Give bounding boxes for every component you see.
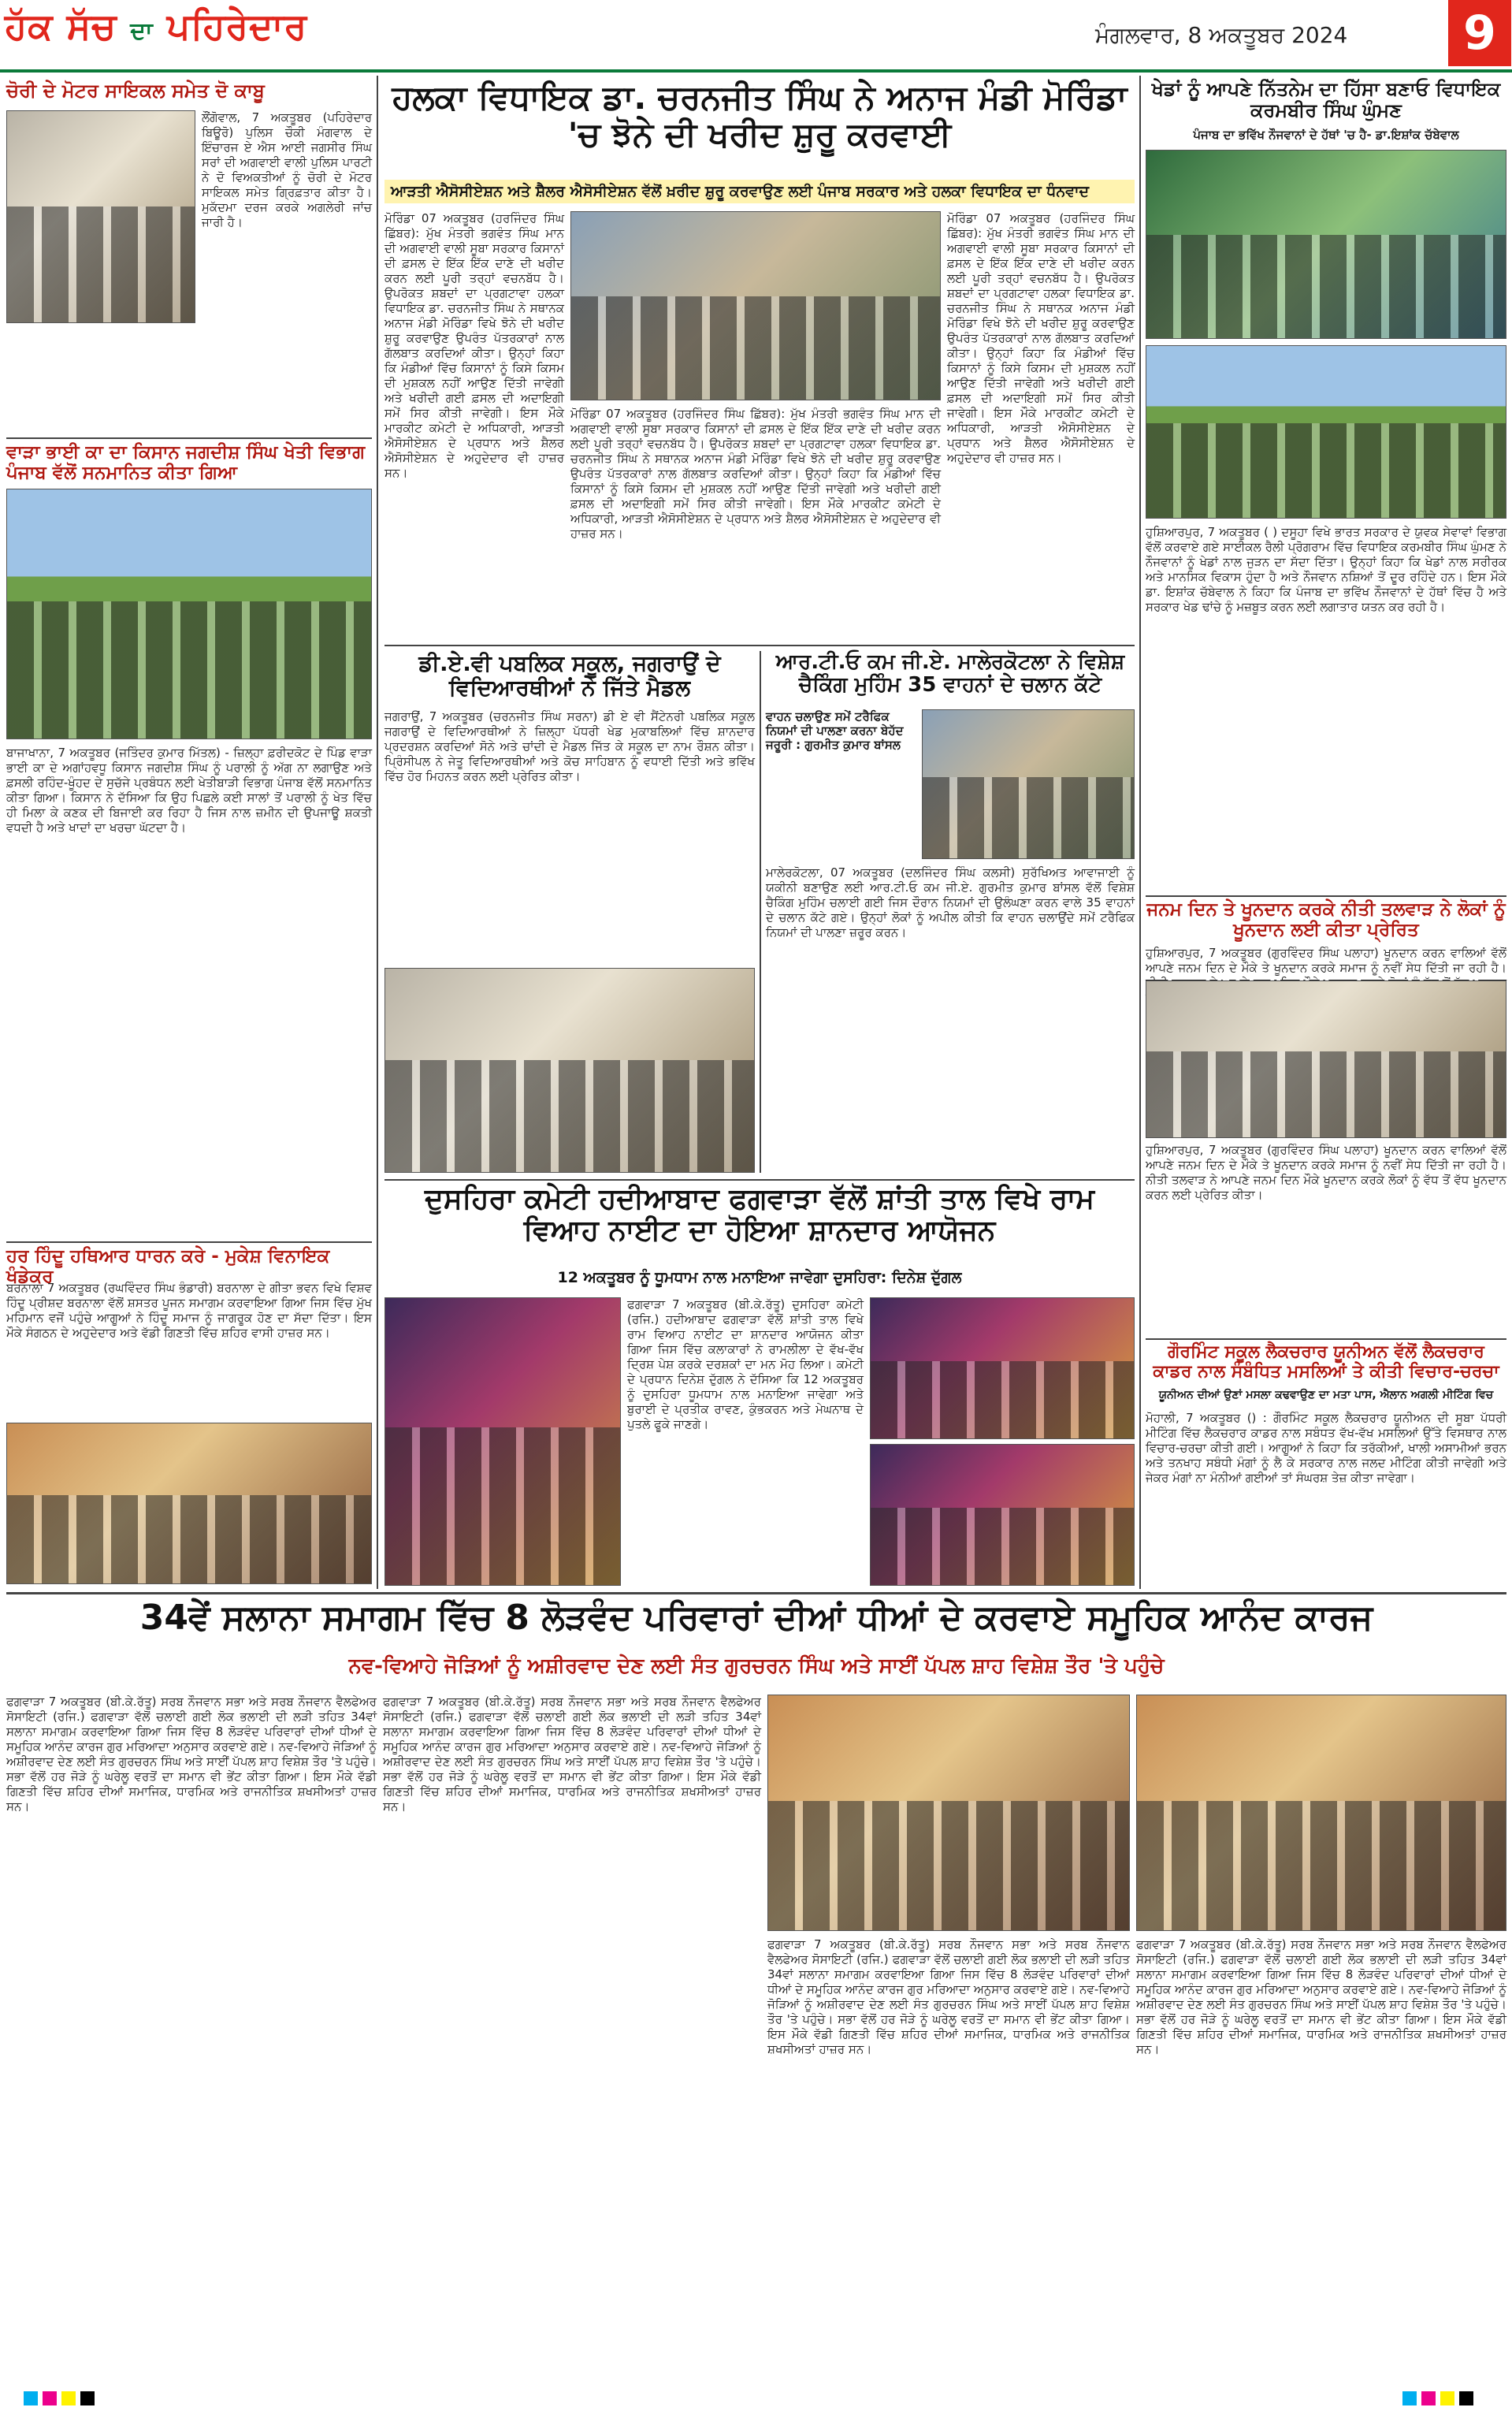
dussehra-subhead: 12 ਅਕਤੂਬਰ ਨੂੰ ਧੂਮਧਾਮ ਨਾਲ ਮਨਾਇਆ ਜਾਵੇਗਾ ਦੁਸਹਿਰਾ: ਦਿਨੇਸ਼ ਦੁੱਗਲ (385, 1266, 1135, 1289)
registration-mark-cyan (24, 2391, 38, 2405)
left-story1-headline: ਚੋਰੀ ਦੇ ਮੋਟਰ ਸਾਇਕਲ ਸਮੇਤ ਦੋ ਕਾਬੂ (6, 80, 265, 102)
registration-mark-yellow-right (1440, 2391, 1454, 2405)
rto-quote: ਵਾਹਨ ਚਲਾਉਣ ਸਮੇਂ ਟਰੈਫਿਕ ਨਿਯਮਾਂ ਦੀ ਪਾਲਣਾ ਕਰਨਾ ਬੇਹੱਦ ਜਰੂਰੀ : ਗੁਰਮੀਤ ਕੁਮਾਰ ਬਾਂਸਲ (766, 709, 904, 752)
dav-body: ਜਗਰਾਉਂ, 7 ਅਕਤੂਬਰ (ਚਰਨਜੀਤ ਸਿੰਘ ਸਰਨਾ) ਡੀ ਏ ਵੀ ਸੈਂਟੇਨਰੀ ਪਬਲਿਕ ਸਕੂਲ ਜਗਰਾਉਂ ਦੇ ਵਿਦਿਆਰਥੀਆਂ ਨੇ ਜ਼ਿਲ੍ਹਾ ਪੱਧਰੀ ਖੇਡ ਮੁਕਾਬਲਿਆਂ ਵਿੱਚ ਸ਼ਾਨਦਾਰ ਪ੍ਰਦਰਸ਼ਨ ਕਰਦਿਆਂ ਸੋਨੇ ਅਤੇ ਚਾਂਦੀ ਦੇ ਮੈਡਲ ਜਿੱਤ ਕੇ ਸਕੂਲ ਦਾ ਨਾਮ ਰੌਸ਼ਨ ਕੀਤਾ। ਪ੍ਰਿੰਸੀਪਲ ਨੇ ਜੇਤੂ ਵਿਦਿਆਰਥੀਆਂ ਅਤੇ ਕੋਚ ਸਾਹਿਬਾਨ ਨੂੰ ਵਧਾਈ ਦਿੱਤੀ ਅਤੇ ਭਵਿੱਖ ਵਿੱਚ ਹੋਰ ਮਿਹਨਤ ਕਰਨ ਲਈ ਪ੍ਰੇਰਿਤ ਕੀਤਾ। (385, 709, 755, 783)
left-story2-headline: ਵਾੜਾ ਭਾਈ ਕਾ ਦਾ ਕਿਸਾਨ ਜਗਦੀਸ਼ ਸਿੰਘ ਖੇਤੀ ਵਿਭਾਗ ਪੰਜਾਬ ਵੱਲੋਂ ਸਨਮਾਨਿਤ ਕੀਤਾ ਗਿਆ (6, 442, 366, 483)
registration-mark-black-right (1459, 2391, 1473, 2405)
registration-mark-magenta-right (1421, 2391, 1436, 2405)
lead-subhead: ਆੜਤੀ ਐਸੋਸੀਏਸ਼ਨ ਅਤੇ ਸ਼ੈਲਰ ਐਸੋਸੀਏਸ਼ਨ ਵੱਲੋਂ ਖ਼ਰੀਦ ਸ਼ੁਰੂ ਕਰਵਾਉਣ ਲਈ ਪੰਜਾਬ ਸਰਕਾਰ ਅਤੇ ਹਲਕਾ ਵਿਧਾਇਕ ਦਾ ਧੰਨਵਾਦ (385, 180, 1135, 203)
bottom-body-col4: ਫਗਵਾੜਾ 7 ਅਕਤੂਬਰ (ਬੀ.ਕੇ.ਰੱਤੂ) ਸਰਬ ਨੌਜਵਾਨ ਸਭਾ ਅਤੇ ਸਰਬ ਨੌਜਵਾਨ ਵੈਲਫੇਅਰ ਸੋਸਾਇਟੀ (ਰਜਿ.) ਫਗਵਾੜਾ ਵੱਲੋਂ ਚਲਾਈ ਗਈ ਲੋਕ ਭਲਾਈ ਦੀ ਲੜੀ ਤਹਿਤ 34ਵਾਂ ਸਲਾਨਾ ਸਮਾਗਮ ਕਰਵਾਇਆ ਗਿਆ ਜਿਸ ਵਿੱਚ 8 ਲੋੜਵੰਦ ਪਰਿਵਾਰਾਂ ਦੀਆਂ ਧੀਆਂ ਦੇ ਸਮੂਹਿਕ ਆਨੰਦ ਕਾਰਜ ਗੁਰ ਮਰਿਆਦਾ ਅਨੁਸਾਰ ਕਰਵਾਏ ਗਏ। ਨਵ-ਵਿਆਹੇ ਜੋੜਿਆਂ ਨੂੰ ਅਸ਼ੀਰਵਾਦ ਦੇਣ ਲਈ ਸੰਤ ਗੁਰਚਰਨ ਸਿੰਘ ਅਤੇ ਸਾਈਂ ਪੱਪਲ ਸ਼ਾਹ ਵਿਸ਼ੇਸ਼ ਤੌਰ 'ਤੇ ਪਹੁੰਚੇ। ਸਭਾ ਵੱਲੋਂ ਹਰ ਜੋੜੇ ਨੂੰ ਘਰੇਲੂ ਵਰਤੋਂ ਦਾ ਸਮਾਨ ਵੀ ਭੇਂਟ ਕੀਤਾ ਗਿਆ। ਇਸ ਮੌਕੇ ਵੱਡੀ ਗਿਣਤੀ ਵਿੱਚ ਸ਼ਹਿਰ ਦੀਆਂ ਸਮਾਜਿਕ, ਧਾਰਮਿਕ ਅਤੇ ਰਾਜਨੀਤਿਕ ਸ਼ਖਸੀਅਤਾਂ ਹਾਜ਼ਰ ਸਨ। (1136, 1937, 1506, 2056)
rto-headline: ਆਰ.ਟੀ.ਓ ਕਮ ਜੀ.ਏ. ਮਾਲੇਰਕੋਟਲਾ ਨੇ ਵਿਸ਼ੇਸ਼ ਚੈਕਿੰਗ ਮੁਹਿੰਮ 35 ਵਾਹਨਾਂ ਦੇ ਚਲਾਨ ਕੱਟੇ (775, 650, 1125, 698)
bottom-subhead: ਨਵ-ਵਿਆਹੇ ਜੋੜਿਆਂ ਨੂੰ ਅਸ਼ੀਰਵਾਦ ਦੇਣ ਲਈ ਸੰਤ ਗੁਰਚਰਨ ਸਿੰਘ ਅਤੇ ਸਾਈਂ ਪੱਪਲ ਸ਼ਾਹ ਵਿਸ਼ੇਸ਼ ਤੌਰ 'ਤੇ ਪਹੁੰਚੇ (348, 1654, 1165, 1678)
issue-date: ਮੰਗਲਵਾਰ, 8 ਅਕਤੂਬਰ 2024 (1095, 22, 1348, 48)
left-story1-body: ਲੌਂਗੋਵਾਲ, 7 ਅਕਤੂਬਰ (ਪਹਿਰੇਦਾਰ ਬਿਊਰੋ) ਪੁਲਿਸ ਚੌਕੀ ਮੰਗਵਾਲ ਦੇ ਇੰਚਾਰਜ ਏ ਐਸ ਆਈ ਜਗਸੀਰ ਸਿੰਘ ਸਰਾਂ ਦੀ ਅਗਵਾਈ ਵਾਲੀ ਪੁਲਿਸ ਪਾਰਟੀ ਨੇ ਦੋ ਵਿਅਕਤੀਆਂ ਨੂੰ ਚੋਰੀ ਦੇ ਮੋਟਰ ਸਾਇਕਲ ਸਮੇਤ ਗ੍ਰਿਫ਼ਤਾਰ ਕੀਤਾ ਹੈ। ਮੁਕੱਦਮਾ ਦਰਜ ਕਰਕੇ ਅਗਲੇਰੀ ਜਾਂਚ ਜਾਰੀ ਹੈ। (202, 110, 372, 229)
center-divider-1 (385, 645, 1135, 646)
lead-body-col3: ਮੋਰਿੰਡਾ 07 ਅਕਤੂਬਰ (ਹਰਜਿੰਦਰ ਸਿੰਘ ਛਿੱਬਰ): ਮੁੱਖ ਮੰਤਰੀ ਭਗਵੰਤ ਸਿੰਘ ਮਾਨ ਦੀ ਅਗਵਾਈ ਵਾਲੀ ਸੂਬਾ ਸਰਕਾਰ ਕਿਸਾਨਾਂ ਦੀ ਫ਼ਸਲ ਦੇ ਇੱਕ ਇੱਕ ਦਾਣੇ ਦੀ ਖਰੀਦ ਕਰਨ ਲਈ ਪੂਰੀ ਤਰ੍ਹਾਂ ਵਚਨਬੱਧ ਹੈ। ਉਪਰੋਕਤ ਸ਼ਬਦਾਂ ਦਾ ਪ੍ਰਗਟਾਵਾ ਹਲਕਾ ਵਿਧਾਇਕ ਡਾ. ਚਰਨਜੀਤ ਸਿੰਘ ਨੇ ਸਥਾਨਕ ਅਨਾਜ ਮੰਡੀ ਮੋਰਿੰਡਾ ਵਿਖੇ ਝੋਨੇ ਦੀ ਖਰੀਦ ਸ਼ੁਰੂ ਕਰਵਾਉਣ ਉਪਰੰਤ ਪੱਤਰਕਾਰਾਂ ਨਾਲ ਗੱਲਬਾਤ ਕਰਦਿਆਂ ਕੀਤਾ। ਉਨ੍ਹਾਂ ਕਿਹਾ ਕਿ ਮੰਡੀਆਂ ਵਿੱਚ ਕਿਸਾਨਾਂ ਨੂੰ ਕਿਸੇ ਕਿਸਮ ਦੀ ਮੁਸ਼ਕਲ ਨਹੀਂ ਆਉਣ ਦਿੱਤੀ ਜਾਵੇਗੀ ਅਤੇ ਖਰੀਦੀ ਗਈ ਫ਼ਸਲ ਦੀ ਅਦਾਇਗੀ ਸਮੇਂ ਸਿਰ ਕੀਤੀ ਜਾਵੇਗੀ। ਇਸ ਮੌਕੇ ਮਾਰਕੀਟ ਕਮੇਟੀ ਦੇ ਅਧਿਕਾਰੀ, ਆੜਤੀ ਐਸੋਸੀਏਸ਼ਨ ਦੇ ਪ੍ਰਧਾਨ ਅਤੇ ਸ਼ੈਲਰ ਐਸੋਸੀਏਸ਼ਨ ਦੇ ਅਹੁਦੇਦਾਰ ਵੀ ਹਾਜ਼ਰ ਸਨ। (947, 211, 1135, 465)
right-story1-photo-1 (1146, 150, 1506, 339)
center-divider-2 (385, 1179, 1135, 1181)
lead-body-col1: ਮੋਰਿੰਡਾ 07 ਅਕਤੂਬਰ (ਹਰਜਿੰਦਰ ਸਿੰਘ ਛਿੱਬਰ): ਮੁੱਖ ਮੰਤਰੀ ਭਗਵੰਤ ਸਿੰਘ ਮਾਨ ਦੀ ਅਗਵਾਈ ਵਾਲੀ ਸੂਬਾ ਸਰਕਾਰ ਕਿਸਾਨਾਂ ਦੀ ਫ਼ਸਲ ਦੇ ਇੱਕ ਇੱਕ ਦਾਣੇ ਦੀ ਖਰੀਦ ਕਰਨ ਲਈ ਪੂਰੀ ਤਰ੍ਹਾਂ ਵਚਨਬੱਧ ਹੈ। ਉਪਰੋਕਤ ਸ਼ਬਦਾਂ ਦਾ ਪ੍ਰਗਟਾਵਾ ਹਲਕਾ ਵਿਧਾਇਕ ਡਾ. ਚਰਨਜੀਤ ਸਿੰਘ ਨੇ ਸਥਾਨਕ ਅਨਾਜ ਮੰਡੀ ਮੋਰਿੰਡਾ ਵਿਖੇ ਝੋਨੇ ਦੀ ਖਰੀਦ ਸ਼ੁਰੂ ਕਰਵਾਉਣ ਉਪਰੰਤ ਪੱਤਰਕਾਰਾਂ ਨਾਲ ਗੱਲਬਾਤ ਕਰਦਿਆਂ ਕੀਤਾ। ਉਨ੍ਹਾਂ ਕਿਹਾ ਕਿ ਮੰਡੀਆਂ ਵਿੱਚ ਕਿਸਾਨਾਂ ਨੂੰ ਕਿਸੇ ਕਿਸਮ ਦੀ ਮੁਸ਼ਕਲ ਨਹੀਂ ਆਉਣ ਦਿੱਤੀ ਜਾਵੇਗੀ ਅਤੇ ਖਰੀਦੀ ਗਈ ਫ਼ਸਲ ਦੀ ਅਦਾਇਗੀ ਸਮੇਂ ਸਿਰ ਕੀਤੀ ਜਾਵੇਗੀ। ਇਸ ਮੌਕੇ ਮਾਰਕੀਟ ਕਮੇਟੀ ਦੇ ਅਧਿਕਾਰੀ, ਆੜਤੀ ਐਸੋਸੀਏਸ਼ਨ ਦੇ ਪ੍ਰਧਾਨ ਅਤੇ ਸ਼ੈਲਰ ਐਸੋਸੀਏਸ਼ਨ ਦੇ ਅਹੁਦੇਦਾਰ ਵੀ ਹਾਜ਼ਰ ਸਨ। (385, 211, 564, 480)
left-story2-photo (6, 489, 372, 739)
dav-photo (385, 968, 755, 1173)
right-story3-headline: ਗੌਰਮਿੰਟ ਸਕੂਲ ਲੈਕਚਰਾਰ ਯੂਨੀਅਨ ਵੱਲੋਂ ਲੈਕਚਰਾਰ ਕਾਡਰ ਨਾਲ ਸੰਬੰਧਿਤ ਮਸਲਿਆਂ ਤੇ ਕੀਤੀ ਵਿਚਾਰ-ਚਰਚਾ (1153, 1342, 1499, 1382)
dav-headline: ਡੀ.ਏ.ਵੀ ਪਬਲਿਕ ਸਕੂਲ, ਜਗਰਾਉਂ ਦੇ ਵਿਦਿਆਰਥੀਆਂ ਨੇ ਜਿੱਤੇ ਮੈਡਲ (418, 650, 721, 701)
right-story2-photo (1146, 980, 1506, 1138)
right-story3-subhead: ਯੂਨੀਅਨ ਦੀਆਂ ਉਣਾਂ ਮਸਲਾ ਕਢਵਾਉਣ ਦਾ ਮਤਾ ਪਾਸ, ਐਲਾਨ ਅਗਲੀ ਮੀਟਿੰਗ ਵਿਚ (1158, 1389, 1494, 1401)
left-story3-headline: ਹਰ ਹਿੰਦੂ ਹਥਿਆਰ ਧਾਰਨ ਕਰੇ - ਮੁਕੇਸ਼ ਵਿਨਾਇਕ ਖੰਡੇਕਰ (6, 1246, 330, 1287)
left-story3-body: ਬਰਨਾਲਾ 7 ਅਕਤੂਬਰ (ਰਘਵਿੰਦਰ ਸਿੰਘ ਭੰਡਾਰੀ) ਬਰਨਾਲਾ ਦੇ ਗੀਤਾ ਭਵਨ ਵਿਖੇ ਵਿਸ਼ਵ ਹਿੰਦੂ ਪ੍ਰੀਸ਼ਦ ਬਰਨਾਲਾ ਵੱਲੋਂ ਸ਼ਸਤਰ ਪੂਜਨ ਸਮਾਗਮ ਕਰਵਾਇਆ ਗਿਆ ਜਿਸ ਵਿੱਚ ਮੁੱਖ ਮਹਿਮਾਨ ਵਜੋਂ ਪਹੁੰਚੇ ਆਗੂਆਂ ਨੇ ਹਿੰਦੂ ਸਮਾਜ ਨੂੰ ਜਾਗਰੂਕ ਹੋਣ ਦਾ ਸੱਦਾ ਦਿੱਤਾ। ਇਸ ਮੌਕੇ ਸੰਗਠਨ ਦੇ ਅਹੁਦੇਦਾਰ ਅਤੇ ਵੱਡੀ ਗਿਣਤੀ ਵਿੱਚ ਸ਼ਹਿਰ ਵਾਸੀ ਹਾਜ਼ਰ ਸਨ। (6, 1281, 372, 1340)
registration-mark-magenta (43, 2391, 57, 2405)
right-story1-headline: ਖੇਡਾਂ ਨੂੰ ਆਪਣੇ ਨਿੱਤਨੇਮ ਦਾ ਹਿੱਸਾ ਬਣਾਓ ਵਿਧਾਇਕ ਕਰਮਬੀਰ ਸਿੰਘ ਘੁੰਮਣ (1151, 78, 1501, 121)
lead-photo (570, 211, 941, 400)
newspaper-logo (5, 5, 307, 49)
dussehra-body: ਫਗਵਾੜਾ 7 ਅਕਤੂਬਰ (ਬੀ.ਕੇ.ਰੱਤੂ) ਦੁਸਹਿਰਾ ਕਮੇਟੀ (ਰਜਿ.) ਹਦੀਆਬਾਦ ਫਗਵਾੜਾ ਵੱਲੋਂ ਸ਼ਾਂਤੀ ਤਾਲ ਵਿਖੇ ਰਾਮ ਵਿਆਹ ਨਾਈਟ ਦਾ ਸ਼ਾਨਦਾਰ ਆਯੋਜਨ ਕੀਤਾ ਗਿਆ ਜਿਸ ਵਿੱਚ ਕਲਾਕਾਰਾਂ ਨੇ ਰਾਮਲੀਲਾ ਦੇ ਵੱਖ-ਵੱਖ ਦ੍ਰਿਸ਼ ਪੇਸ਼ ਕਰਕੇ ਦਰਸ਼ਕਾਂ ਦਾ ਮਨ ਮੋਹ ਲਿਆ। ਕਮੇਟੀ ਦੇ ਪ੍ਰਧਾਨ ਦਿਨੇਸ਼ ਦੁੱਗਲ ਨੇ ਦੱਸਿਆ ਕਿ 12 ਅਕਤੂਬਰ ਨੂੰ ਦੁਸਹਿਰਾ ਧੂਮਧਾਮ ਨਾਲ ਮਨਾਇਆ ਜਾਵੇਗਾ ਅਤੇ ਬੁਰਾਈ ਦੇ ਪ੍ਰਤੀਕ ਰਾਵਣ, ਕੁੰਭਕਰਨ ਅਤੇ ਮੇਘਨਾਥ ਦੇ ਪੁਤਲੇ ਫੂਕੇ ਜਾਣਗੇ। (627, 1297, 864, 1431)
left-divider-1 (6, 437, 372, 439)
rto-photo (922, 709, 1135, 859)
registration-mark-yellow (61, 2391, 76, 2405)
right-story1-body: ਹੁਸ਼ਿਆਰਪੁਰ, 7 ਅਕਤੂਬਰ ( ) ਦਸੂਹਾ ਵਿਖੇ ਭਾਰਤ ਸਰਕਾਰ ਦੇ ਯੁਵਕ ਸੇਵਾਵਾਂ ਵਿਭਾਗ ਵੱਲੋਂ ਕਰਵਾਏ ਗਏ ਸਾਈਕਲ ਰੈਲੀ ਪ੍ਰੋਗਰਾਮ ਵਿੱਚ ਵਿਧਾਇਕ ਕਰਮਬੀਰ ਸਿੰਘ ਘੁੰਮਣ ਨੇ ਨੌਜਵਾਨਾਂ ਨੂੰ ਖੇਡਾਂ ਨਾਲ ਜੁੜਨ ਦਾ ਸੱਦਾ ਦਿੱਤਾ। ਉਨ੍ਹਾਂ ਕਿਹਾ ਕਿ ਖੇਡਾਂ ਨਾਲ ਸਰੀਰਕ ਅਤੇ ਮਾਨਸਿਕ ਵਿਕਾਸ ਹੁੰਦਾ ਹੈ ਅਤੇ ਨੌਜਵਾਨ ਨਸ਼ਿਆਂ ਤੋਂ ਦੂਰ ਰਹਿੰਦੇ ਹਨ। ਇਸ ਮੌਕੇ ਡਾ. ਇਸ਼ਾਂਕ ਚੱਬੇਵਾਲ ਨੇ ਕਿਹਾ ਕਿ ਪੰਜਾਬ ਦਾ ਭਵਿੱਖ ਨੌਜਵਾਨਾਂ ਦੇ ਹੱਥਾਂ ਵਿੱਚ ਹੈ ਅਤੇ ਸਰਕਾਰ ਖੇਡ ਢਾਂਚੇ ਨੂੰ ਮਜ਼ਬੂਤ ਕਰਨ ਲਈ ਲਗਾਤਾਰ ਯਤਨ ਕਰ ਰਹੀ ਹੈ। (1146, 525, 1506, 614)
column-rule-left (377, 76, 378, 1589)
dussehra-photo-1 (385, 1297, 621, 1586)
bottom-photo-2 (1136, 1695, 1506, 1931)
logo-main: ਹੱਕ ਸੱਚ (5, 5, 117, 47)
bottom-body-col1: ਫਗਵਾੜਾ 7 ਅਕਤੂਬਰ (ਬੀ.ਕੇ.ਰੱਤੂ) ਸਰਬ ਨੌਜਵਾਨ ਸਭਾ ਅਤੇ ਸਰਬ ਨੌਜਵਾਨ ਵੈਲਫੇਅਰ ਸੋਸਾਇਟੀ (ਰਜਿ.) ਫਗਵਾੜਾ ਵੱਲੋਂ ਚਲਾਈ ਗਈ ਲੋਕ ਭਲਾਈ ਦੀ ਲੜੀ ਤਹਿਤ 34ਵਾਂ ਸਲਾਨਾ ਸਮਾਗਮ ਕਰਵਾਇਆ ਗਿਆ ਜਿਸ ਵਿੱਚ 8 ਲੋੜਵੰਦ ਪਰਿਵਾਰਾਂ ਦੀਆਂ ਧੀਆਂ ਦੇ ਸਮੂਹਿਕ ਆਨੰਦ ਕਾਰਜ ਗੁਰ ਮਰਿਆਦਾ ਅਨੁਸਾਰ ਕਰਵਾਏ ਗਏ। ਨਵ-ਵਿਆਹੇ ਜੋੜਿਆਂ ਨੂੰ ਅਸ਼ੀਰਵਾਦ ਦੇਣ ਲਈ ਸੰਤ ਗੁਰਚਰਨ ਸਿੰਘ ਅਤੇ ਸਾਈਂ ਪੱਪਲ ਸ਼ਾਹ ਵਿਸ਼ੇਸ਼ ਤੌਰ 'ਤੇ ਪਹੁੰਚੇ। ਸਭਾ ਵੱਲੋਂ ਹਰ ਜੋੜੇ ਨੂੰ ਘਰੇਲੂ ਵਰਤੋਂ ਦਾ ਸਮਾਨ ਵੀ ਭੇਂਟ ਕੀਤਾ ਗਿਆ। ਇਸ ਮੌਕੇ ਵੱਡੀ ਗਿਣਤੀ ਵਿੱਚ ਸ਼ਹਿਰ ਦੀਆਂ ਸਮਾਜਿਕ, ਧਾਰਮਿਕ ਅਤੇ ਰਾਜਨੀਤਿਕ ਸ਼ਖਸੀਅਤਾਂ ਹਾਜ਼ਰ ਸਨ। (6, 1695, 377, 1814)
bottom-body-col3: ਫਗਵਾੜਾ 7 ਅਕਤੂਬਰ (ਬੀ.ਕੇ.ਰੱਤੂ) ਸਰਬ ਨੌਜਵਾਨ ਸਭਾ ਅਤੇ ਸਰਬ ਨੌਜਵਾਨ ਵੈਲਫੇਅਰ ਸੋਸਾਇਟੀ (ਰਜਿ.) ਫਗਵਾੜਾ ਵੱਲੋਂ ਚਲਾਈ ਗਈ ਲੋਕ ਭਲਾਈ ਦੀ ਲੜੀ ਤਹਿਤ 34ਵਾਂ ਸਲਾਨਾ ਸਮਾਗਮ ਕਰਵਾਇਆ ਗਿਆ ਜਿਸ ਵਿੱਚ 8 ਲੋੜਵੰਦ ਪਰਿਵਾਰਾਂ ਦੀਆਂ ਧੀਆਂ ਦੇ ਸਮੂਹਿਕ ਆਨੰਦ ਕਾਰਜ ਗੁਰ ਮਰਿਆਦਾ ਅਨੁਸਾਰ ਕਰਵਾਏ ਗਏ। ਨਵ-ਵਿਆਹੇ ਜੋੜਿਆਂ ਨੂੰ ਅਸ਼ੀਰਵਾਦ ਦੇਣ ਲਈ ਸੰਤ ਗੁਰਚਰਨ ਸਿੰਘ ਅਤੇ ਸਾਈਂ ਪੱਪਲ ਸ਼ਾਹ ਵਿਸ਼ੇਸ਼ ਤੌਰ 'ਤੇ ਪਹੁੰਚੇ। ਸਭਾ ਵੱਲੋਂ ਹਰ ਜੋੜੇ ਨੂੰ ਘਰੇਲੂ ਵਰਤੋਂ ਦਾ ਸਮਾਨ ਵੀ ਭੇਂਟ ਕੀਤਾ ਗਿਆ। ਇਸ ਮੌਕੇ ਵੱਡੀ ਗਿਣਤੀ ਵਿੱਚ ਸ਼ਹਿਰ ਦੀਆਂ ਸਮਾਜਿਕ, ਧਾਰਮਿਕ ਅਤੇ ਰਾਜਨੀਤਿਕ ਸ਼ਖਸੀਅਤਾਂ ਹਾਜ਼ਰ ਸਨ। (767, 1937, 1130, 2056)
bottom-body-col2: ਫਗਵਾੜਾ 7 ਅਕਤੂਬਰ (ਬੀ.ਕੇ.ਰੱਤੂ) ਸਰਬ ਨੌਜਵਾਨ ਸਭਾ ਅਤੇ ਸਰਬ ਨੌਜਵਾਨ ਵੈਲਫੇਅਰ ਸੋਸਾਇਟੀ (ਰਜਿ.) ਫਗਵਾੜਾ ਵੱਲੋਂ ਚਲਾਈ ਗਈ ਲੋਕ ਭਲਾਈ ਦੀ ਲੜੀ ਤਹਿਤ 34ਵਾਂ ਸਲਾਨਾ ਸਮਾਗਮ ਕਰਵਾਇਆ ਗਿਆ ਜਿਸ ਵਿੱਚ 8 ਲੋੜਵੰਦ ਪਰਿਵਾਰਾਂ ਦੀਆਂ ਧੀਆਂ ਦੇ ਸਮੂਹਿਕ ਆਨੰਦ ਕਾਰਜ ਗੁਰ ਮਰਿਆਦਾ ਅਨੁਸਾਰ ਕਰਵਾਏ ਗਏ। ਨਵ-ਵਿਆਹੇ ਜੋੜਿਆਂ ਨੂੰ ਅਸ਼ੀਰਵਾਦ ਦੇਣ ਲਈ ਸੰਤ ਗੁਰਚਰਨ ਸਿੰਘ ਅਤੇ ਸਾਈਂ ਪੱਪਲ ਸ਼ਾਹ ਵਿਸ਼ੇਸ਼ ਤੌਰ 'ਤੇ ਪਹੁੰਚੇ। ਸਭਾ ਵੱਲੋਂ ਹਰ ਜੋੜੇ ਨੂੰ ਘਰੇਲੂ ਵਰਤੋਂ ਦਾ ਸਮਾਨ ਵੀ ਭੇਂਟ ਕੀਤਾ ਗਿਆ। ਇਸ ਮੌਕੇ ਵੱਡੀ ਗਿਣਤੀ ਵਿੱਚ ਸ਼ਹਿਰ ਦੀਆਂ ਸਮਾਜਿਕ, ਧਾਰਮਿਕ ਅਤੇ ਰਾਜਨੀਤਿਕ ਸ਼ਖਸੀਅਤਾਂ ਹਾਜ਼ਰ ਸਨ। (383, 1695, 761, 1814)
left-story1-photo (6, 110, 195, 323)
registration-mark-black (80, 2391, 95, 2405)
right-story1-photo-2 (1146, 345, 1506, 519)
column-rule-right (1139, 76, 1141, 1589)
left-story3-photo (6, 1423, 372, 1584)
logo-mid: ਦਾ (130, 17, 154, 45)
dussehra-photo-3 (870, 1444, 1135, 1586)
right-divider-1 (1146, 895, 1506, 897)
bottom-headline: 34ਵੇਂ ਸਲਾਨਾ ਸਮਾਗਮ ਵਿੱਚ 8 ਲੋੜਵੰਦ ਪਰਿਵਾਰਾਂ ਦੀਆਂ ਧੀਆਂ ਦੇ ਕਰਵਾਏ ਸਮੂਹਿਕ ਆਨੰਦ ਕਾਰਜ (139, 1598, 1373, 1638)
left-divider-2 (6, 1241, 372, 1243)
right-story2-body-cont: ਹੁਸ਼ਿਆਰਪੁਰ, 7 ਅਕਤੂਬਰ (ਗੁਰਵਿੰਦਰ ਸਿੰਘ ਪਲਾਹਾ) ਖੂਨਦਾਨ ਕਰਨ ਵਾਲਿਆਂ ਵੱਲੋਂ ਆਪਣੇ ਜਨਮ ਦਿਨ ਦੇ ਮੌਕੇ ਤੇ ਖੂਨਦਾਨ ਕਰਕੇ ਸਮਾਜ ਨੂੰ ਨਵੀਂ ਸੇਧ ਦਿੱਤੀ ਜਾ ਰਹੀ ਹੈ। ਨੀਤੀ ਤਲਵਾੜ ਨੇ ਆਪਣੇ ਜਨਮ ਦਿਨ ਮੌਕੇ ਖੂਨਦਾਨ ਕਰਕੇ ਲੋਕਾਂ ਨੂੰ ਵੱਧ ਤੋਂ ਵੱਧ ਖੂਨਦਾਨ ਕਰਨ ਲਈ ਪ੍ਰੇਰਿਤ ਕੀਤਾ। (1146, 1143, 1506, 1202)
page-number: 9 (1448, 0, 1511, 66)
bottom-divider (6, 1592, 1506, 1594)
lead-body-col2: ਮੋਰਿੰਡਾ 07 ਅਕਤੂਬਰ (ਹਰਜਿੰਦਰ ਸਿੰਘ ਛਿੱਬਰ): ਮੁੱਖ ਮੰਤਰੀ ਭਗਵੰਤ ਸਿੰਘ ਮਾਨ ਦੀ ਅਗਵਾਈ ਵਾਲੀ ਸੂਬਾ ਸਰਕਾਰ ਕਿਸਾਨਾਂ ਦੀ ਫ਼ਸਲ ਦੇ ਇੱਕ ਇੱਕ ਦਾਣੇ ਦੀ ਖਰੀਦ ਕਰਨ ਲਈ ਪੂਰੀ ਤਰ੍ਹਾਂ ਵਚਨਬੱਧ ਹੈ। ਉਪਰੋਕਤ ਸ਼ਬਦਾਂ ਦਾ ਪ੍ਰਗਟਾਵਾ ਹਲਕਾ ਵਿਧਾਇਕ ਡਾ. ਚਰਨਜੀਤ ਸਿੰਘ ਨੇ ਸਥਾਨਕ ਅਨਾਜ ਮੰਡੀ ਮੋਰਿੰਡਾ ਵਿਖੇ ਝੋਨੇ ਦੀ ਖਰੀਦ ਸ਼ੁਰੂ ਕਰਵਾਉਣ ਉਪਰੰਤ ਪੱਤਰਕਾਰਾਂ ਨਾਲ ਗੱਲਬਾਤ ਕਰਦਿਆਂ ਕੀਤਾ। ਉਨ੍ਹਾਂ ਕਿਹਾ ਕਿ ਮੰਡੀਆਂ ਵਿੱਚ ਕਿਸਾਨਾਂ ਨੂੰ ਕਿਸੇ ਕਿਸਮ ਦੀ ਮੁਸ਼ਕਲ ਨਹੀਂ ਆਉਣ ਦਿੱਤੀ ਜਾਵੇਗੀ ਅਤੇ ਖਰੀਦੀ ਗਈ ਫ਼ਸਲ ਦੀ ਅਦਾਇਗੀ ਸਮੇਂ ਸਿਰ ਕੀਤੀ ਜਾਵੇਗੀ। ਇਸ ਮੌਕੇ ਮਾਰਕੀਟ ਕਮੇਟੀ ਦੇ ਅਧਿਕਾਰੀ, ਆੜਤੀ ਐਸੋਸੀਏਸ਼ਨ ਦੇ ਪ੍ਰਧਾਨ ਅਤੇ ਸ਼ੈਲਰ ਐਸੋਸੀਏਸ਼ਨ ਦੇ ਅਹੁਦੇਦਾਰ ਵੀ ਹਾਜ਼ਰ ਸਨ। (570, 407, 941, 541)
right-story1-subhead: ਪੰਜਾਬ ਦਾ ਭਵਿੱਖ ਨੌਜਵਾਨਾਂ ਦੇ ਹੱਥਾਂ 'ਚ ਹੈ- ਡਾ.ਇਸ਼ਾਂਕ ਚੱਬੇਵਾਲ (1193, 128, 1459, 142)
page-footer (0, 2385, 1512, 2411)
rto-body: ਮਾਲੇਰਕੋਟਲਾ, 07 ਅਕਤੂਬਰ (ਦਲਜਿੰਦਰ ਸਿੰਘ ਕਲਸੀ) ਸੁਰੱਖਿਅਤ ਆਵਾਜਾਈ ਨੂੰ ਯਕੀਨੀ ਬਣਾਉਣ ਲਈ ਆਰ.ਟੀ.ਓ ਕਮ ਜੀ.ਏ. ਗੁਰਮੀਤ ਕੁਮਾਰ ਬਾਂਸਲ ਵੱਲੋਂ ਵਿਸ਼ੇਸ਼ ਚੈਕਿੰਗ ਮੁਹਿੰਮ ਚਲਾਈ ਗਈ ਜਿਸ ਦੌਰਾਨ ਨਿਯਮਾਂ ਦੀ ਉਲੰਘਣਾ ਕਰਨ ਵਾਲੇ 35 ਵਾਹਨਾਂ ਦੇ ਚਲਾਨ ਕੱਟੇ ਗਏ। ਉਨ੍ਹਾਂ ਲੋਕਾਂ ਨੂੰ ਅਪੀਲ ਕੀਤੀ ਕਿ ਵਾਹਨ ਚਲਾਉਂਦੇ ਸਮੇਂ ਟਰੈਫਿਕ ਨਿਯਮਾਂ ਦੀ ਪਾਲਣਾ ਜ਼ਰੂਰ ਕਰਨ। (766, 865, 1135, 939)
right-story2-headline: ਜਨਮ ਦਿਨ ਤੇ ਖੂਨਦਾਨ ਕਰਕੇ ਨੀਤੀ ਤਲਵਾੜ ਨੇ ਲੋਕਾਂ ਨੂੰ ਖੂਨਦਾਨ ਲਈ ਕੀਤਾ ਪ੍ਰੇਰਿਤ (1146, 899, 1506, 940)
logo-end: ਪਹਿਰੇਦਾਰ (166, 5, 308, 47)
left-story2-body: ਬਾਜਾਖਾਨਾ, 7 ਅਕਤੂਬਰ (ਜਤਿੰਦਰ ਕੁਮਾਰ ਮਿੱਤਲ) - ਜ਼ਿਲ੍ਹਾ ਫ਼ਰੀਦਕੋਟ ਦੇ ਪਿੰਡ ਵਾੜਾ ਭਾਈ ਕਾ ਦੇ ਅਗਾਂਹਵਧੂ ਕਿਸਾਨ ਜਗਦੀਸ਼ ਸਿੰਘ ਨੂੰ ਪਰਾਲੀ ਨੂੰ ਅੱਗ ਨਾ ਲਗਾਉਣ ਅਤੇ ਫ਼ਸਲੀ ਰਹਿੰਦ-ਖੂੰਹਦ ਦੇ ਸੁਚੱਜੇ ਪ੍ਰਬੰਧਨ ਲਈ ਖੇਤੀਬਾੜੀ ਵਿਭਾਗ ਪੰਜਾਬ ਵੱਲੋਂ ਸਨਮਾਨਿਤ ਕੀਤਾ ਗਿਆ। ਕਿਸਾਨ ਨੇ ਦੱਸਿਆ ਕਿ ਉਹ ਪਿਛਲੇ ਕਈ ਸਾਲਾਂ ਤੋਂ ਪਰਾਲੀ ਨੂੰ ਖੇਤ ਵਿੱਚ ਹੀ ਮਿਲਾ ਕੇ ਕਣਕ ਦੀ ਬਿਜਾਈ ਕਰ ਰਿਹਾ ਹੈ ਜਿਸ ਨਾਲ ਜ਼ਮੀਨ ਦੀ ਉਪਜਾਊ ਸ਼ਕਤੀ ਵਧਦੀ ਹੈ ਅਤੇ ਖਾਦਾਂ ਦਾ ਖਰਚਾ ਘੱਟਦਾ ਹੈ। (6, 746, 372, 835)
center-inner-rule (760, 651, 761, 1173)
right-story2-body: ਹੁਸ਼ਿਆਰਪੁਰ, 7 ਅਕਤੂਬਰ (ਗੁਰਵਿੰਦਰ ਸਿੰਘ ਪਲਾਹਾ) ਖੂਨਦਾਨ ਕਰਨ ਵਾਲਿਆਂ ਵੱਲੋਂ ਆਪਣੇ ਜਨਮ ਦਿਨ ਦੇ ਮੌਕੇ ਤੇ ਖੂਨਦਾਨ ਕਰਕੇ ਸਮਾਜ ਨੂੰ ਨਵੀਂ ਸੇਧ ਦਿੱਤੀ ਜਾ ਰਹੀ ਹੈ। (1146, 946, 1506, 975)
dussehra-headline: ਦੁਸਹਿਰਾ ਕਮੇਟੀ ਹਦੀਆਬਾਦ ਫਗਵਾੜਾ ਵੱਲੋਂ ਸ਼ਾਂਤੀ ਤਾਲ ਵਿਖੇ ਰਾਮ ਵਿਆਹ ਨਾਈਟ ਦਾ ਹੋਇਆ ਸ਼ਾਨਦਾਰ ਆਯੋਜਨ (424, 1183, 1095, 1248)
dussehra-photo-2 (870, 1297, 1135, 1439)
right-divider-2 (1146, 1338, 1506, 1340)
registration-mark-cyan-right (1402, 2391, 1417, 2405)
right-story3-body: ਮੋਹਾਲੀ, 7 ਅਕਤੂਬਰ () : ਗੌਰਮਿੰਟ ਸਕੂਲ ਲੈਕਚਰਾਰ ਯੂਨੀਅਨ ਦੀ ਸੂਬਾ ਪੱਧਰੀ ਮੀਟਿੰਗ ਵਿੱਚ ਲੈਕਚਰਾਰ ਕਾਡਰ ਨਾਲ ਸਬੰਧਤ ਵੱਖ-ਵੱਖ ਮਸਲਿਆਂ ਉੱਤੇ ਵਿਸਥਾਰ ਨਾਲ ਵਿਚਾਰ-ਚਰਚਾ ਕੀਤੀ ਗਈ। ਆਗੂਆਂ ਨੇ ਕਿਹਾ ਕਿ ਤਰੱਕੀਆਂ, ਖਾਲੀ ਅਸਾਮੀਆਂ ਭਰਨ ਅਤੇ ਤਨਖਾਹ ਸਬੰਧੀ ਮੰਗਾਂ ਨੂੰ ਲੈ ਕੇ ਸਰਕਾਰ ਨਾਲ ਜਲਦ ਮੀਟਿੰਗ ਕੀਤੀ ਜਾਵੇਗੀ ਅਤੇ ਜੇਕਰ ਮੰਗਾਂ ਨਾ ਮੰਨੀਆਂ ਗਈਆਂ ਤਾਂ ਸੰਘਰਸ਼ ਤੇਜ਼ ਕੀਤਾ ਜਾਵੇਗਾ। (1146, 1411, 1506, 1485)
bottom-photo-1 (767, 1695, 1130, 1931)
lead-headline: ਹਲਕਾ ਵਿਧਾਇਕ ਡਾ. ਚਰਨਜੀਤ ਸਿੰਘ ਨੇ ਅਨਾਜ ਮੰਡੀ ਮੋਰਿੰਡਾ 'ਚ ਝੋਨੇ ਦੀ ਖਰੀਦ ਸ਼ੁਰੂ ਕਰਵਾਈ (392, 78, 1127, 154)
